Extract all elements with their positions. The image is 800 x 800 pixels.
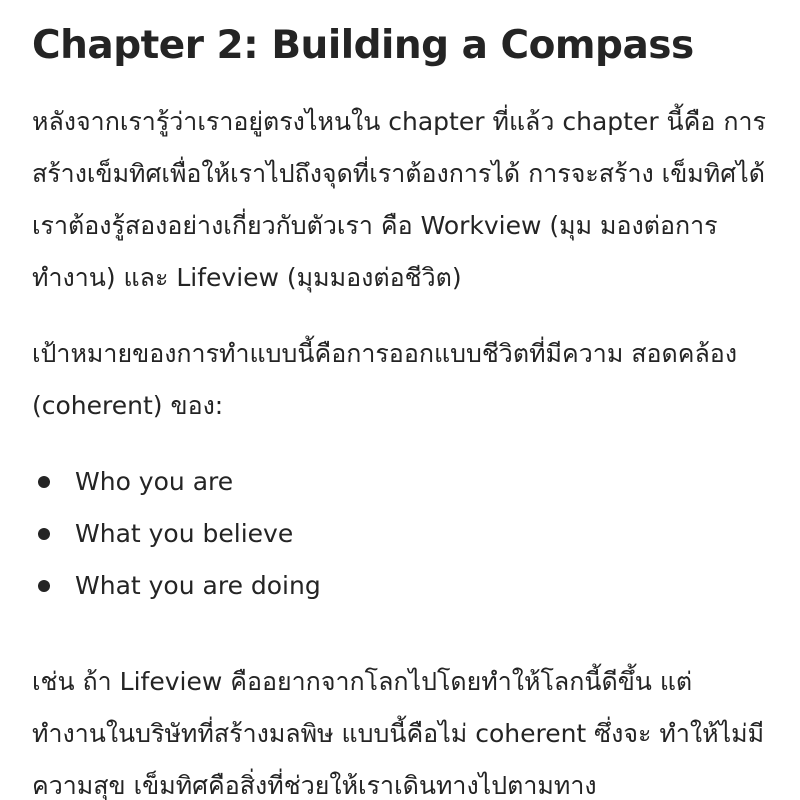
list-item: [32, 456, 768, 508]
list-item-label: Who you are: [75, 467, 234, 496]
list-item: [32, 560, 768, 612]
example-paragraph: เช่น ถ้า Lifeview คืออยากจากโลกไปโดยทำให้โลกนี้ดีขึ้น แต่ ทำงานในบริษัทที่สร้างมลพิษ แบบนี้คือไม่ coherent ซึ่งจะ ทำให้ไม่มีความสุข เข็มทิศคือสิ่งที่ช่วยให้เราเดินทางไปตามทาง: [32, 667, 765, 800]
bullet-icon: [38, 580, 50, 592]
list-item-label: What you are doing: [75, 571, 321, 600]
bullet-icon: [38, 476, 50, 488]
list-item-label: What you believe: [75, 519, 294, 548]
intro-paragraph: หลังจากเรารู้ว่าเราอยู่ตรงไหนใน chapter ที่แล้ว chapter นี้คือ การสร้างเข็มทิศเพื่อให้เราไปถึงจุดที่เราต้องการได้ การจะสร้าง เข็มทิศได้เราต้องรู้สองอย่างเกี่ยวกับตัวเรา คือ Workview (มุม มองต่อการทำงาน) และ Lifeview (มุมมองต่อชีวิต): [32, 107, 766, 292]
coherence-list: [32, 456, 768, 612]
chapter-title: Chapter 2: Building a Compass: [32, 23, 694, 68]
goal-paragraph: เป้าหมายของการทำแบบนี้คือการออกแบบชีวิตที่มีความ สอดคล้อง (coherent) ของ:: [32, 339, 738, 420]
list-item: [32, 508, 768, 560]
bullet-icon: [38, 528, 50, 540]
